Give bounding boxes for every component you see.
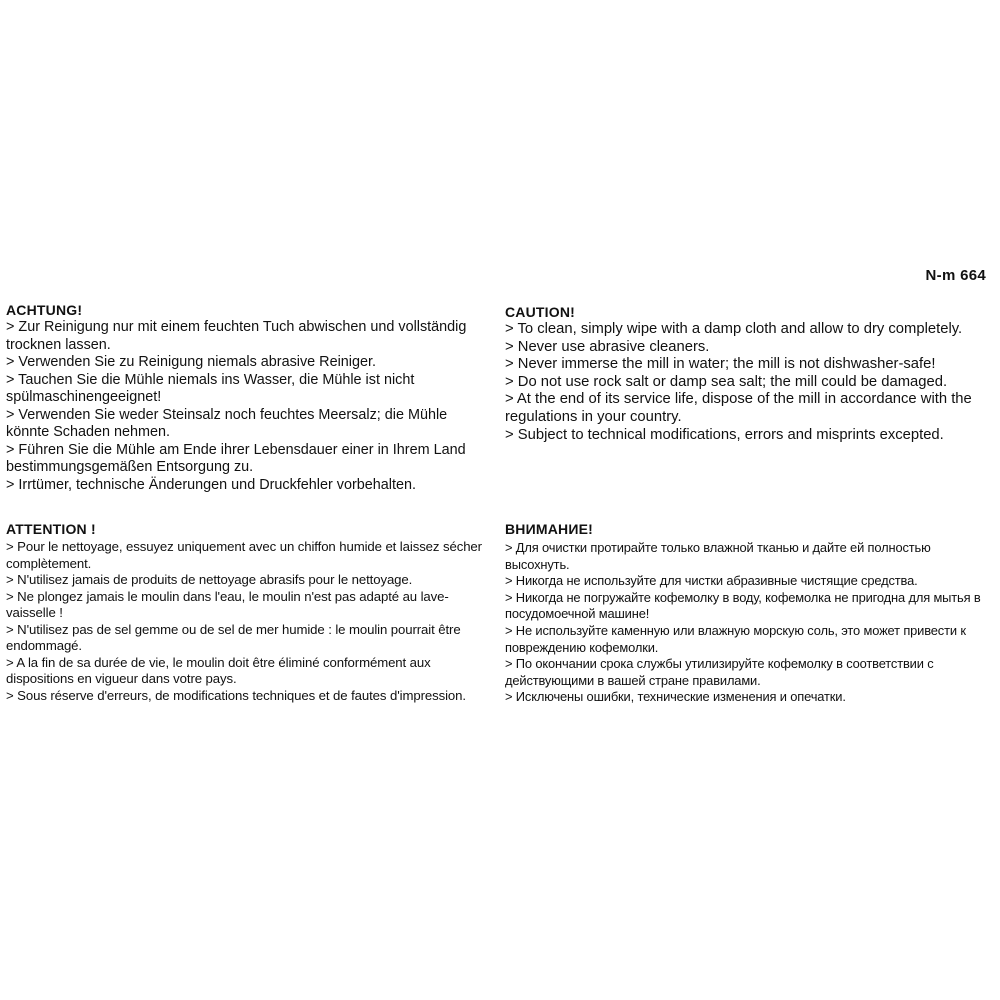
warning-list: [505, 321, 987, 444]
warning-section-german: [6, 302, 486, 494]
warning-item: > N'utilisez pas de sel gemme ou de sel de mer humide : le moulin pourrait être endommagé.: [6, 621, 461, 653]
warning-item: > Irrtümer, technische Änderungen und Druckfehler vorbehalten.: [6, 476, 416, 493]
section-heading: ATTENTION !: [6, 521, 96, 537]
warning-item: > At the end of its service life, dispose of the mill in accordance with the regulations in your country.: [505, 391, 972, 425]
warning-item: > Ne plongez jamais le moulin dans l'eau, le moulin n'est pas adapté au lave-vaisselle !: [6, 588, 449, 620]
warning-item: > Для очистки протирайте только влажной тканью и дайте ей полностью высохнуть.: [505, 540, 931, 572]
warning-list: [6, 539, 488, 704]
warning-item: > Pour le nettoyage, essuyez uniquement avec un chiffon humide et laissez sécher complètement.: [6, 539, 482, 571]
warning-item: > Не используйте каменную или влажную морскую соль, это может привести к повреждению кофемолки.: [505, 622, 966, 655]
warning-item: > N'utilisez jamais de produits de nettoyage abrasifs pour le nettoyage.: [6, 572, 413, 587]
section-heading: CAUTION!: [505, 304, 576, 320]
warning-section-russian: [505, 521, 995, 706]
warning-item: > Никогда не используйте для чистки абразивные чистящие средства.: [505, 573, 918, 589]
warning-item: > Tauchen Sie die Mühle niemals ins Wasser, die Mühle ist nicht spülmaschinengeeignet!: [6, 371, 415, 405]
warning-section-french: [6, 521, 488, 704]
warning-item: > Subject to technical modifications, errors and misprints excepted.: [505, 426, 944, 443]
warning-item: > Никогда не погружайте кофемолку в воду, кофемолка не пригодна для мытья в посудомоечной машине!: [505, 589, 981, 622]
section-heading: ACHTUNG!: [6, 302, 83, 318]
warning-item: > Zur Reinigung nur mit einem feuchten Tuch abwischen und vollständig trocknen lassen.: [6, 319, 467, 353]
warning-item: > Исключены ошибки, технические изменения и опечатки.: [505, 689, 846, 705]
warning-item: > Verwenden Sie weder Steinsalz noch feuchtes Meersalz; die Mühle könnte Schaden nehmen.: [6, 406, 448, 440]
warning-section-english: [505, 304, 987, 444]
warning-list: [505, 540, 995, 706]
section-heading: ВНИМАНИЕ!: [505, 521, 594, 537]
warning-item: > Never immerse the mill in water; the mill is not dishwasher-safe!: [505, 356, 936, 373]
warning-item: > По окончании срока службы утилизируйте кофемолку в соответствии с действующими в вашей стране правилами.: [505, 656, 934, 688]
model-number: N-m 664: [925, 267, 986, 284]
warning-item: > Führen Sie die Mühle am Ende ihrer Lebensdauer einer in Ihrem Land bestimmungsgemäßen Entsorgung zu.: [6, 441, 466, 475]
warning-item: > Sous réserve d'erreurs, de modifications techniques et de fautes d'impression.: [6, 687, 466, 703]
warning-item: > Never use abrasive cleaners.: [505, 338, 710, 355]
warning-item: > To clean, simply wipe with a damp cloth and allow to dry completely.: [505, 321, 963, 337]
warning-item: > Do not use rock salt or damp sea salt; the mill could be damaged.: [505, 373, 948, 390]
warning-item: > A la fin de sa durée de vie, le moulin doit être éliminé conformément aux dispositions en vigueur dans votre pays.: [6, 654, 431, 686]
warning-item: > Verwenden Sie zu Reinigung niemals abrasive Reiniger.: [6, 354, 376, 370]
warning-list: [6, 319, 486, 494]
